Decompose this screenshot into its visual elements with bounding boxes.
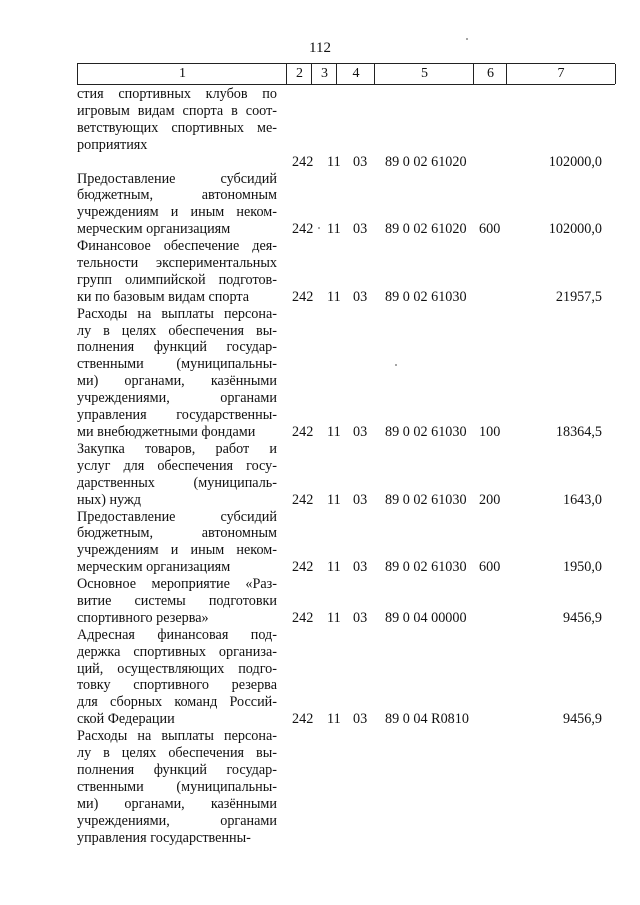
row-description bbox=[77, 86, 277, 154]
code-target: 89 0 04 R0810 bbox=[385, 711, 469, 728]
header-col-6: 6 bbox=[473, 64, 507, 84]
code-section: 242 bbox=[292, 288, 314, 305]
header-col-4: 4 bbox=[336, 64, 375, 84]
description-line: Адресная финансовая под- bbox=[77, 626, 277, 643]
code-chapter: 11 bbox=[327, 491, 341, 508]
code-subchapter: 03 bbox=[353, 609, 368, 626]
description-line: держка спортивных организа- bbox=[77, 643, 277, 660]
description-line: спортивного резерва» bbox=[77, 609, 209, 626]
description-line: Финансовое обеспечение дея- bbox=[77, 238, 277, 255]
table-row bbox=[77, 171, 615, 239]
description-line: ственными (муниципальны- bbox=[77, 778, 277, 795]
description-line: лу в целях обеспечения вы- bbox=[77, 322, 277, 339]
header-col-5: 5 bbox=[374, 64, 474, 84]
description-line: Предоставление субсидий bbox=[77, 508, 277, 525]
table-row bbox=[77, 86, 615, 154]
amount: 1643,0 bbox=[562, 491, 602, 508]
table-row bbox=[77, 238, 615, 306]
table-row bbox=[77, 576, 615, 627]
code-section: 242 bbox=[292, 609, 314, 626]
description-line: ственными (муниципальны- bbox=[77, 356, 277, 373]
description-line: учреждениями, органами bbox=[77, 812, 277, 829]
description-line: мерческим организациям bbox=[77, 221, 231, 238]
code-section: 242 bbox=[292, 423, 314, 440]
code-target: 89 0 02 61020 bbox=[385, 221, 467, 238]
code-subchapter: 03 bbox=[353, 423, 368, 440]
description-line: групп олимпийской подготов- bbox=[77, 271, 277, 288]
code-chapter: 11 bbox=[327, 153, 341, 170]
code-expense-type: 100 bbox=[479, 423, 501, 440]
row-description bbox=[77, 441, 277, 509]
description-line: учреждениям и иным неком- bbox=[77, 542, 277, 559]
description-line: дарственных (муниципаль- bbox=[77, 474, 277, 491]
description-line: ми) органами, казёнными bbox=[77, 373, 277, 390]
amount: 9456,9 bbox=[562, 711, 602, 728]
description-line: учреждениям и иным неком- bbox=[77, 204, 277, 221]
description-line: тельности экспериментальных bbox=[77, 254, 277, 271]
scan-speck bbox=[318, 227, 320, 229]
code-chapter: 11 bbox=[327, 288, 341, 305]
description-line: Основное мероприятие «Раз- bbox=[77, 576, 277, 593]
description-line: учреждениями, органами bbox=[77, 390, 277, 407]
code-target: 89 0 04 00000 bbox=[385, 609, 467, 626]
code-chapter: 11 bbox=[327, 221, 341, 238]
scan-speck bbox=[466, 38, 468, 40]
row-description bbox=[77, 509, 277, 577]
row-description bbox=[77, 306, 277, 441]
description-line: ветствующих спортивных ме- bbox=[77, 119, 277, 136]
row-description bbox=[77, 238, 277, 306]
description-line: ской Федерации bbox=[77, 711, 175, 728]
page-number: 112 bbox=[309, 40, 331, 56]
description-line: товку спортивного резерва bbox=[77, 677, 277, 694]
code-subchapter: 03 bbox=[353, 221, 368, 238]
description-line: услуг для обеспечения госу- bbox=[77, 457, 277, 474]
description-line: ных) нужд bbox=[77, 491, 142, 508]
table-row bbox=[77, 627, 615, 728]
description-line: Расходы на выплаты персона- bbox=[77, 728, 277, 745]
description-line: мерческим организациям bbox=[77, 559, 231, 576]
table-row bbox=[77, 306, 615, 441]
table-row bbox=[77, 509, 615, 577]
amount: 9456,9 bbox=[562, 609, 602, 626]
description-line: ки по базовым видам спорта bbox=[77, 288, 250, 305]
code-subchapter: 03 bbox=[353, 491, 368, 508]
header-col-2: 2 bbox=[286, 64, 312, 84]
description-line: роприятиях bbox=[77, 136, 148, 153]
description-line: полнения функций государ- bbox=[77, 761, 277, 778]
row-description bbox=[77, 728, 277, 846]
amount: 1950,0 bbox=[562, 559, 602, 576]
description-line: Расходы на выплаты персона- bbox=[77, 305, 277, 322]
code-section: 242 bbox=[292, 559, 314, 576]
header-col-3: 3 bbox=[311, 64, 337, 84]
code-subchapter: 03 bbox=[353, 153, 368, 170]
description-line: стия спортивных клубов по bbox=[77, 86, 277, 102]
description-line: игровым видам спорта в соот- bbox=[77, 102, 277, 119]
description-line: управления государственны- bbox=[77, 407, 277, 424]
header-col-1: 1 bbox=[77, 64, 287, 84]
description-line: управления государственны- bbox=[77, 829, 251, 846]
code-target: 89 0 02 61030 bbox=[385, 491, 467, 508]
description-line: Закупка товаров, работ и bbox=[77, 440, 277, 457]
code-chapter: 11 bbox=[327, 711, 341, 728]
table-header bbox=[77, 63, 615, 85]
description-line: ций, осуществляющих подго- bbox=[77, 660, 277, 677]
description-line: бюджетным, автономным bbox=[77, 525, 277, 542]
description-line: бюджетным, автономным bbox=[77, 187, 277, 204]
code-subchapter: 03 bbox=[353, 288, 368, 305]
code-section: 242 bbox=[292, 491, 314, 508]
code-chapter: 11 bbox=[327, 609, 341, 626]
code-target: 89 0 02 61030 bbox=[385, 423, 467, 440]
description-line: для сборных команд Россий- bbox=[77, 694, 277, 711]
code-subchapter: 03 bbox=[353, 711, 368, 728]
amount: 102000,0 bbox=[548, 221, 602, 238]
row-description bbox=[77, 576, 277, 627]
description-line: ми) органами, казёнными bbox=[77, 795, 277, 812]
description-line: Предоставление субсидий bbox=[77, 170, 277, 187]
table-row bbox=[77, 441, 615, 509]
header-col-7: 7 bbox=[506, 64, 616, 84]
code-target: 89 0 02 61030 bbox=[385, 559, 467, 576]
scan-speck bbox=[395, 364, 397, 366]
description-line: полнения функций государ- bbox=[77, 339, 277, 356]
code-expense-type: 200 bbox=[479, 491, 501, 508]
code-section: 242 bbox=[292, 221, 314, 238]
code-chapter: 11 bbox=[327, 423, 341, 440]
description-line: витие системы подготовки bbox=[77, 592, 277, 609]
table-row bbox=[77, 154, 615, 171]
code-target: 89 0 02 61030 bbox=[385, 288, 467, 305]
code-chapter: 11 bbox=[327, 559, 341, 576]
table-row bbox=[77, 728, 615, 846]
description-line: ми внебюджетными фондами bbox=[77, 423, 256, 440]
code-expense-type: 600 bbox=[479, 221, 501, 238]
code-expense-type: 600 bbox=[479, 559, 501, 576]
amount: 102000,0 bbox=[548, 153, 602, 170]
code-section: 242 bbox=[292, 711, 314, 728]
code-subchapter: 03 bbox=[353, 559, 368, 576]
amount: 21957,5 bbox=[555, 288, 602, 305]
code-section: 242 bbox=[292, 153, 314, 170]
code-target: 89 0 02 61020 bbox=[385, 153, 467, 170]
amount: 18364,5 bbox=[555, 423, 602, 440]
row-description bbox=[77, 171, 277, 239]
description-line: лу в целях обеспечения вы- bbox=[77, 745, 277, 762]
row-description bbox=[77, 627, 277, 728]
